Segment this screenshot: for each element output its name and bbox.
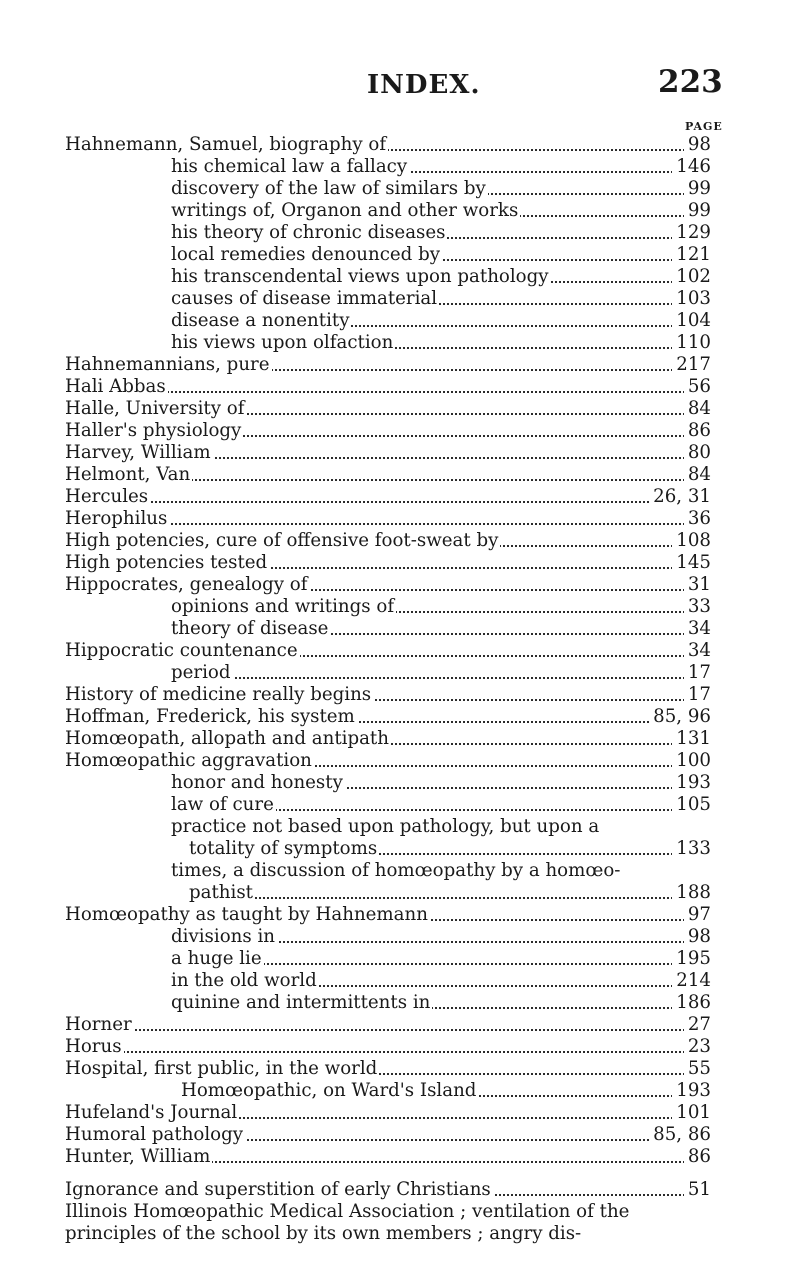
entry-page-number: 131: [672, 728, 711, 750]
index-subentry: [0, 1080, 800, 1102]
index-subentry: [0, 310, 800, 332]
dot-leader: [180, 677, 705, 679]
index-subentry: [0, 266, 800, 288]
index-subentry: [0, 992, 800, 1014]
entry-text: divisions in: [171, 926, 276, 947]
entry-text: Horus: [65, 1036, 122, 1057]
index-subentry: [0, 178, 800, 200]
entry-page-number: 34: [684, 618, 711, 640]
index-entry: [0, 574, 800, 596]
index-subentry: [0, 882, 800, 904]
entry-page-number: 121: [672, 244, 711, 266]
index-entry: [0, 376, 800, 398]
entry-page-number: 34: [684, 640, 711, 662]
index-entry: [0, 354, 800, 376]
entry-page-number: 23: [684, 1036, 711, 1058]
entry-text: High potencies tested: [65, 552, 268, 573]
index-subentry: [0, 200, 800, 222]
index-entry: [0, 728, 800, 750]
entry-text: totality of symptoms: [189, 838, 378, 859]
entry-text: quinine and intermittents in: [171, 992, 431, 1013]
entry-page-number: 193: [672, 1080, 711, 1102]
index-subentry: [0, 860, 800, 882]
dot-leader: [195, 897, 705, 899]
entry-text: his theory of chronic diseases: [171, 222, 446, 243]
entry-page-number: 214: [672, 970, 711, 992]
entry-text: practice not based upon pathology, but upon a: [171, 816, 600, 837]
entry-text: Ignorance and superstition of early Christians: [65, 1179, 491, 1200]
index-entry: [0, 1036, 800, 1058]
entry-page-number: 84: [684, 464, 711, 486]
entry-page-number: 99: [684, 200, 711, 222]
dot-leader: [70, 1051, 705, 1053]
dot-leader: [70, 1029, 705, 1031]
index-subentry: [0, 222, 800, 244]
entry-text: Herophilus: [65, 508, 168, 529]
entry-page-number: 108: [672, 530, 711, 552]
index-subentry: [0, 332, 800, 354]
index-entry: [0, 706, 800, 728]
entry-text: disease a nonentity: [171, 310, 350, 331]
index-entry: [0, 464, 800, 486]
entry-page-number: 26, 31: [649, 486, 711, 508]
entry-text: Haller's physiology: [65, 420, 242, 441]
entry-text: Homœopathic aggravation: [65, 750, 312, 771]
entry-page-number: 17: [684, 662, 711, 684]
entry-text: Hoffman, Frederick, his system: [65, 706, 355, 727]
index-entry: [0, 750, 800, 772]
index-entry: [0, 420, 800, 442]
index-subentry: [0, 244, 800, 266]
index-entry: [0, 398, 800, 420]
index-entry: [0, 684, 800, 706]
index-subentry: [0, 596, 800, 618]
index-entry: [0, 1102, 800, 1124]
index-subentry: [0, 838, 800, 860]
entry-text: local remedies denounced by: [171, 244, 440, 265]
entry-page-number: 27: [684, 1014, 711, 1036]
index-entry: [0, 442, 800, 464]
entry-page-number: 17: [684, 684, 711, 706]
entry-page-number: 55: [684, 1058, 711, 1080]
index-subentry: [0, 156, 800, 178]
entry-text: Hunter, William: [65, 1146, 211, 1167]
entry-page-number: 105: [672, 794, 711, 816]
index-entry: [0, 1201, 800, 1223]
entry-page-number: 110: [672, 332, 711, 354]
entry-page-number: 100: [672, 750, 711, 772]
entry-text: his views upon olfaction: [171, 332, 394, 353]
entry-text: times, a discussion of homœopathy by a homœo-: [171, 860, 621, 881]
entry-page-number: 101: [672, 1102, 711, 1124]
entry-text: Hippocrates, genealogy of: [65, 574, 308, 595]
entry-text: pathist: [189, 882, 253, 903]
running-head-title: INDEX.: [367, 70, 481, 100]
index-entry: [0, 1124, 800, 1146]
entry-text: principles of the school by its own members ; angry dis-: [65, 1223, 582, 1244]
index-entry: [0, 134, 800, 156]
index-subentry: [0, 772, 800, 794]
entry-text: Hercules: [65, 486, 149, 507]
index-entries: [0, 134, 800, 1245]
entry-text: Horner: [65, 1014, 132, 1035]
entry-page-number: 98: [684, 926, 711, 948]
index-entry: [0, 1223, 800, 1245]
entry-text: Hippocratic countenance: [65, 640, 298, 661]
entry-text: causes of disease immaterial: [171, 288, 438, 309]
entry-page-number: 129: [672, 222, 711, 244]
entry-page-number: 195: [672, 948, 711, 970]
index-entry: [0, 508, 800, 530]
entry-text: Humoral pathology: [65, 1124, 244, 1145]
entry-page-number: 36: [684, 508, 711, 530]
entry-text: in the old world: [171, 970, 317, 991]
entry-text: his transcendental views upon pathology: [171, 266, 549, 287]
entry-page-number: 33: [684, 596, 711, 618]
entry-page-number: 51: [684, 1179, 711, 1201]
index-entry: [0, 1014, 800, 1036]
entry-page-number: 217: [672, 354, 711, 376]
index-entry: [0, 1146, 800, 1168]
entry-text: Hali Abbas: [65, 376, 166, 397]
entry-page-number: 97: [684, 904, 711, 926]
entry-text: honor and honesty: [171, 772, 343, 793]
entry-text: Homœopath, allopath and antipath: [65, 728, 389, 749]
entry-text: writings of, Organon and other works: [171, 200, 519, 221]
entry-page-number: 186: [672, 992, 711, 1014]
entry-page-number: 80: [684, 442, 711, 464]
entry-text: a huge lie: [171, 948, 262, 969]
index-entry: [0, 530, 800, 552]
page-column-label: PAGE: [685, 120, 723, 133]
entry-text: discovery of the law of similars by: [171, 178, 486, 199]
entry-text: Homœopathy as taught by Hahnemann: [65, 904, 428, 925]
dot-leader: [70, 501, 705, 503]
page-number: 223: [658, 64, 723, 100]
entry-text: History of medicine really begins: [65, 684, 372, 705]
entry-text: opinions and writings of: [171, 596, 395, 617]
entry-text: theory of disease: [171, 618, 329, 639]
index-subentry: [0, 662, 800, 684]
entry-page-number: 85, 96: [649, 706, 711, 728]
index-subentry: [0, 970, 800, 992]
entry-text: Hahnemannians, pure: [65, 354, 270, 375]
entry-page-number: 56: [684, 376, 711, 398]
entry-page-number: 102: [672, 266, 711, 288]
entry-text: his chemical law a fallacy: [171, 156, 408, 177]
index-subentry: [0, 288, 800, 310]
index-subentry: [0, 618, 800, 640]
entry-page-number: 86: [684, 420, 711, 442]
index-entry: [0, 1179, 800, 1201]
index-subentry: [0, 948, 800, 970]
entry-text: law of cure: [171, 794, 274, 815]
entry-text: Illinois Homœopathic Medical Association ; ventilation of the: [65, 1201, 630, 1222]
index-entry: [0, 486, 800, 508]
entry-text: Homœopathic, on Ward's Island: [181, 1080, 477, 1101]
entry-page-number: 103: [672, 288, 711, 310]
entry-text: period: [171, 662, 231, 683]
entry-text: Harvey, William: [65, 442, 211, 463]
entry-page-number: 146: [672, 156, 711, 178]
index-entry: [0, 1058, 800, 1080]
entry-page-number: 86: [684, 1146, 711, 1168]
entry-text: Hospital, first public, in the world: [65, 1058, 378, 1079]
index-entry: [0, 552, 800, 574]
index-subentry: [0, 816, 800, 838]
entry-page-number: 145: [672, 552, 711, 574]
index-subentry: [0, 794, 800, 816]
entry-page-number: 104: [672, 310, 711, 332]
entry-text: High potencies, cure of offensive foot-sweat by: [65, 530, 499, 551]
index-entry: [0, 904, 800, 926]
entry-text: Helmont, Van: [65, 464, 191, 485]
entry-page-number: 99: [684, 178, 711, 200]
entry-page-number: 188: [672, 882, 711, 904]
entry-page-number: 85, 86: [649, 1124, 711, 1146]
entry-text: Hufeland's Journal: [65, 1102, 238, 1123]
index-subentry: [0, 926, 800, 948]
entry-page-number: 133: [672, 838, 711, 860]
entry-text: Halle, University of: [65, 398, 245, 419]
entry-text: Hahnemann, Samuel, biography of: [65, 134, 387, 155]
entry-page-number: 193: [672, 772, 711, 794]
entry-page-number: 84: [684, 398, 711, 420]
entry-page-number: 98: [684, 134, 711, 156]
entry-page-number: 31: [684, 574, 711, 596]
index-entry: [0, 640, 800, 662]
